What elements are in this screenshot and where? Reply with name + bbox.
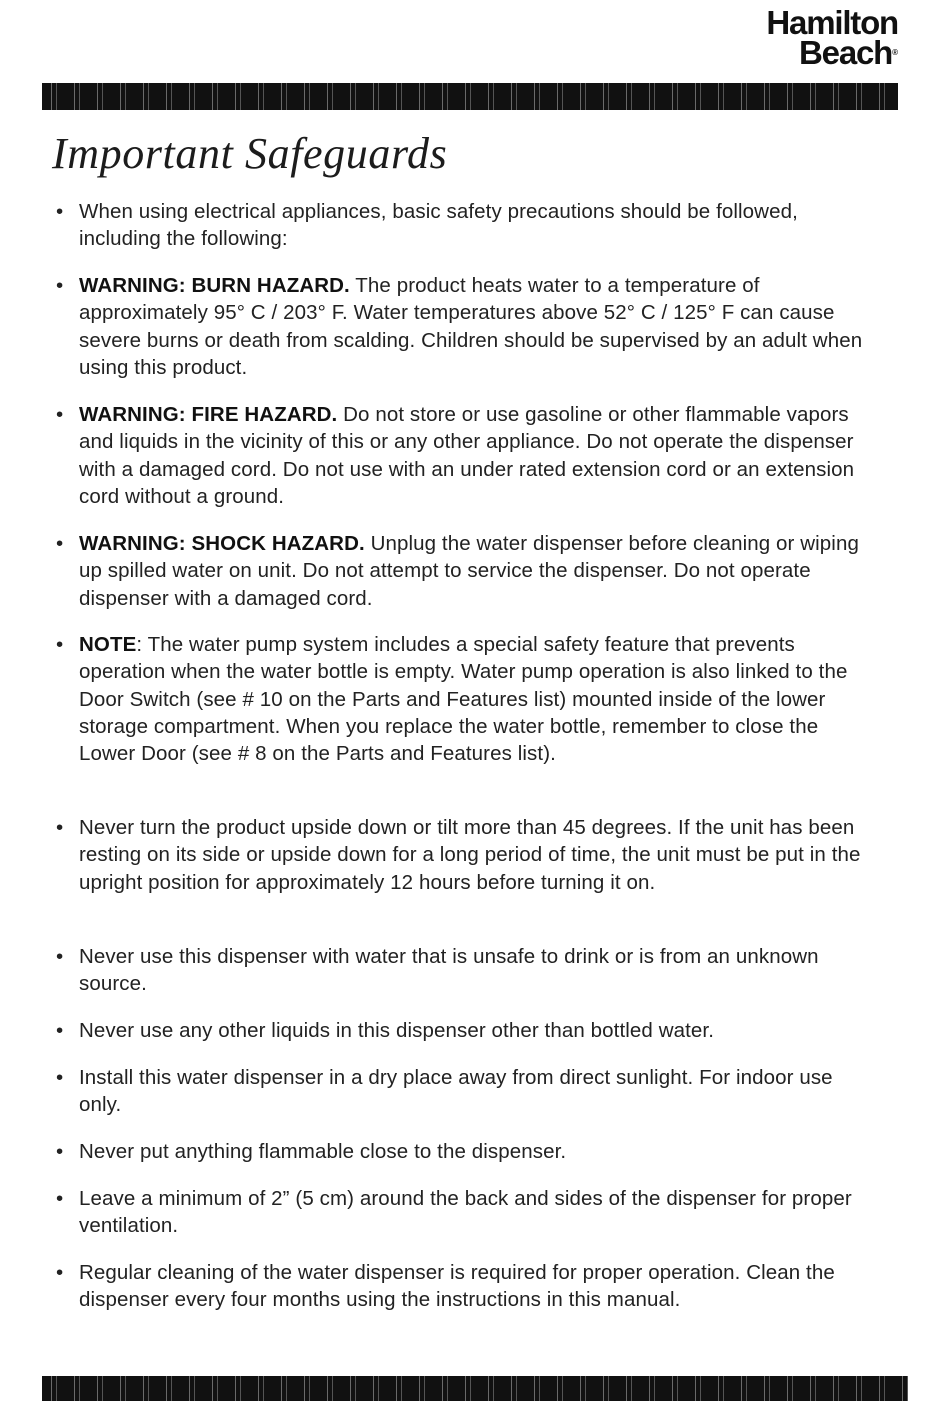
bullet-icon: • bbox=[56, 200, 64, 223]
safeguard-body: Never use any other liquids in this dispenser other than bottled water. bbox=[79, 1019, 714, 1042]
safeguard-text bbox=[79, 943, 864, 998]
safeguard-text bbox=[79, 198, 864, 253]
safeguard-body: When using electrical appliances, basic safety precautions should be followed, including the following: bbox=[79, 200, 798, 251]
safeguard-text bbox=[79, 631, 864, 767]
safeguard-body: Unplug the water dispenser before cleaning or wiping up spilled water on unit. Do not attempt to service the dispenser. Do not operate dispenser with a damaged cord. bbox=[79, 532, 859, 610]
safeguard-lead: WARNING: SHOCK HAZARD. bbox=[79, 532, 365, 555]
top-decorative-stripe bbox=[42, 83, 898, 110]
safeguard-text bbox=[79, 530, 864, 612]
brand-name-line2: Beach® bbox=[799, 34, 898, 71]
safeguard-text bbox=[79, 814, 864, 896]
brand-logo bbox=[766, 4, 898, 71]
safeguard-item bbox=[56, 1138, 864, 1165]
safeguard-text bbox=[79, 1017, 864, 1044]
safeguard-text bbox=[79, 1259, 864, 1314]
bullet-icon: • bbox=[56, 532, 64, 555]
safeguard-body: Never put anything flammable close to the dispenser. bbox=[79, 1140, 567, 1163]
safeguard-lead: NOTE bbox=[79, 633, 137, 656]
bottom-decorative-stripe bbox=[42, 1376, 908, 1401]
safeguard-item bbox=[56, 1017, 864, 1044]
safeguard-body: Regular cleaning of the water dispenser is required for proper operation. Clean the dispenser every four months using the instructions in this manual. bbox=[79, 1261, 835, 1312]
safeguard-text bbox=[79, 1138, 864, 1165]
safeguard-body: : The water pump system includes a special safety feature that prevents operation when the water bottle is empty. Water pump operation is also linked to the Door Switch (see # 10 on the Parts and Features list) mounted inside of the lower storage compartment. When you replace the water bottle, remember to close the Lower Door (see # 8 on the Parts and Features list). bbox=[79, 633, 848, 766]
safeguard-text bbox=[79, 1064, 864, 1119]
bullet-icon: • bbox=[56, 1019, 64, 1042]
safeguard-text bbox=[79, 272, 864, 381]
bullet-icon: • bbox=[56, 274, 64, 297]
safeguard-item bbox=[56, 198, 864, 253]
bullet-icon: • bbox=[56, 1187, 64, 1210]
brand-name-line1: Hamilton bbox=[766, 4, 898, 41]
safeguard-item bbox=[56, 530, 864, 612]
safeguard-item bbox=[56, 943, 864, 998]
safeguard-item bbox=[56, 1064, 864, 1119]
bullet-icon: • bbox=[56, 1066, 64, 1089]
safeguard-lead: WARNING: FIRE HAZARD. bbox=[79, 403, 338, 426]
safeguard-text bbox=[79, 1185, 864, 1240]
safeguard-item bbox=[56, 814, 864, 896]
safeguard-item bbox=[56, 1185, 864, 1240]
bullet-icon: • bbox=[56, 403, 64, 426]
safeguard-body: Install this water dispenser in a dry place away from direct sunlight. For indoor use only. bbox=[79, 1066, 833, 1117]
registered-mark: ® bbox=[892, 48, 898, 57]
safeguard-body: Never turn the product upside down or tilt more than 45 degrees. If the unit has been resting on its side or upside down for a long period of time, the unit must be put in the upright position for approximately 12 hours before turning it on. bbox=[79, 816, 861, 894]
safeguard-item bbox=[56, 1259, 864, 1314]
safeguard-body: The product heats water to a temperature of approximately 95° C / 203° F. Water temperatures above 52° C / 125° F can cause severe burns or death from scalding. Children should be supervised by an adult when using this product. bbox=[79, 274, 863, 379]
bullet-icon: • bbox=[56, 1140, 64, 1163]
safeguard-body: Do not store or use gasoline or other flammable vapors and liquids in the vicinity of this or any other appliance. Do not operate the dispenser with a damaged cord. Do not use with an under rated extension cord or an extension cord without a ground. bbox=[79, 403, 855, 508]
safeguard-text bbox=[79, 401, 864, 510]
bullet-icon: • bbox=[56, 1261, 64, 1284]
safeguard-lead: WARNING: BURN HAZARD. bbox=[79, 274, 350, 297]
page-title: Important Safeguards bbox=[52, 129, 448, 178]
safeguard-item bbox=[56, 631, 864, 767]
bullet-icon: • bbox=[56, 816, 64, 839]
bullet-icon: • bbox=[56, 945, 64, 968]
safeguard-body: Leave a minimum of 2” (5 cm) around the back and sides of the dispenser for proper ventilation. bbox=[79, 1187, 852, 1238]
safeguard-body: Never use this dispenser with water that is unsafe to drink or is from an unknown source. bbox=[79, 945, 819, 996]
safeguard-item bbox=[56, 272, 864, 381]
bullet-icon: • bbox=[56, 633, 64, 656]
safeguard-item bbox=[56, 401, 864, 510]
